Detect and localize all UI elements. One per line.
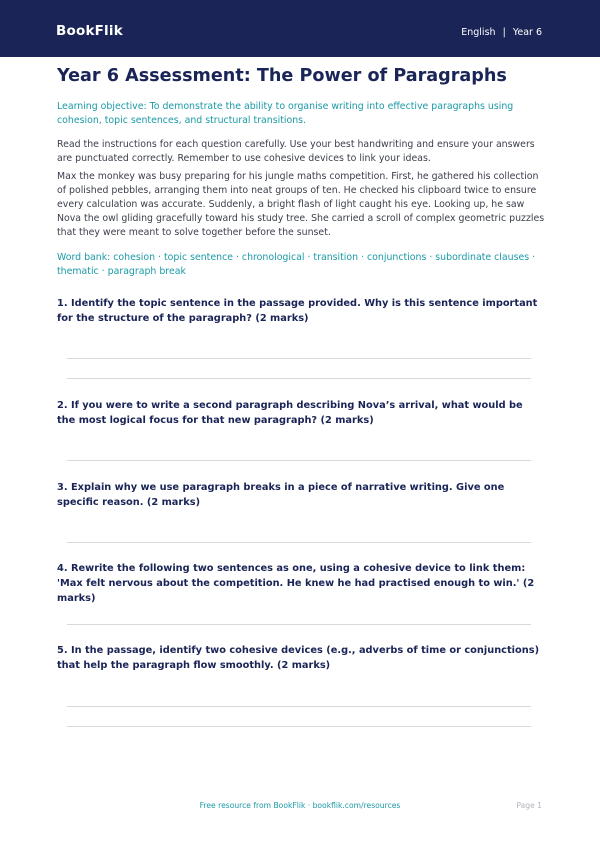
answer-line[interactable] (67, 460, 531, 461)
answer-line[interactable] (67, 358, 531, 359)
brand-logo-text[interactable]: BookFlik (56, 23, 123, 39)
instructions: Read the instructions for each question carefully. Use your best handwriting and ensure your answers are punctuated correctly. Remember to use cohesive devices to link your ideas. (57, 139, 535, 164)
subject-label: English (461, 27, 496, 38)
answer-line[interactable] (67, 542, 531, 543)
word-bank: Word bank: cohesion · topic sentence · chronological · transition · conjunctions · subordinate clauses · thematic · paragraph break (57, 252, 536, 277)
page-title: Year 6 Assessment: The Power of Paragraphs (57, 66, 507, 86)
question-3: 3. Explain why we use paragraph breaks in a piece of narrative writing. Give one specific reason. (2 marks) (57, 482, 505, 508)
level-label: Year 6 (512, 27, 542, 38)
page-number: Page 1 (516, 801, 542, 810)
learning-objective: Learning objective: To demonstrate the ability to organise writing into effective paragraphs using cohesion, topic sentences, and structural transitions. (57, 101, 514, 126)
footer-credit[interactable]: Free resource from BookFlik · bookflik.com/resources (199, 801, 401, 810)
question-5: 5. In the passage, identify two cohesive devices (e.g., adverbs of time or conjunctions) that help the paragraph flow smoothly. (2 marks) (57, 645, 540, 671)
meta-separator: | (502, 27, 506, 38)
page-header (0, 0, 600, 57)
header-meta (461, 27, 542, 38)
reading-passage: Max the monkey was busy preparing for his jungle maths competition. First, he gathered his collection of polished pebbles, arranging them into neat groups of ten. He checked his clipboard twice to ensure every calculation was accurate. Suddenly, a bright flash of light caught his eye. Looking up, he saw Nova the owl gliding gracefully toward his study tree. She carried a scroll of complex geometric puzzles that they were meant to solve together before the sunset. (57, 171, 545, 238)
question-1: 1. Identify the topic sentence in the passage provided. Why is this sentence important for the structure of the paragraph? (2 marks) (57, 298, 538, 324)
answer-line[interactable] (67, 706, 531, 707)
answer-line[interactable] (67, 624, 531, 625)
question-4: 4. Rewrite the following two sentences as one, using a cohesive device to link them: 'Max felt nervous about the competition. He knew he had practised enough to win.' (2 marks) (57, 563, 535, 604)
answer-line[interactable] (67, 378, 531, 379)
question-2: 2. If you were to write a second paragraph describing Nova’s arrival, what would be the most logical focus for that new paragraph? (2 marks) (57, 400, 523, 426)
answer-line[interactable] (67, 726, 531, 727)
